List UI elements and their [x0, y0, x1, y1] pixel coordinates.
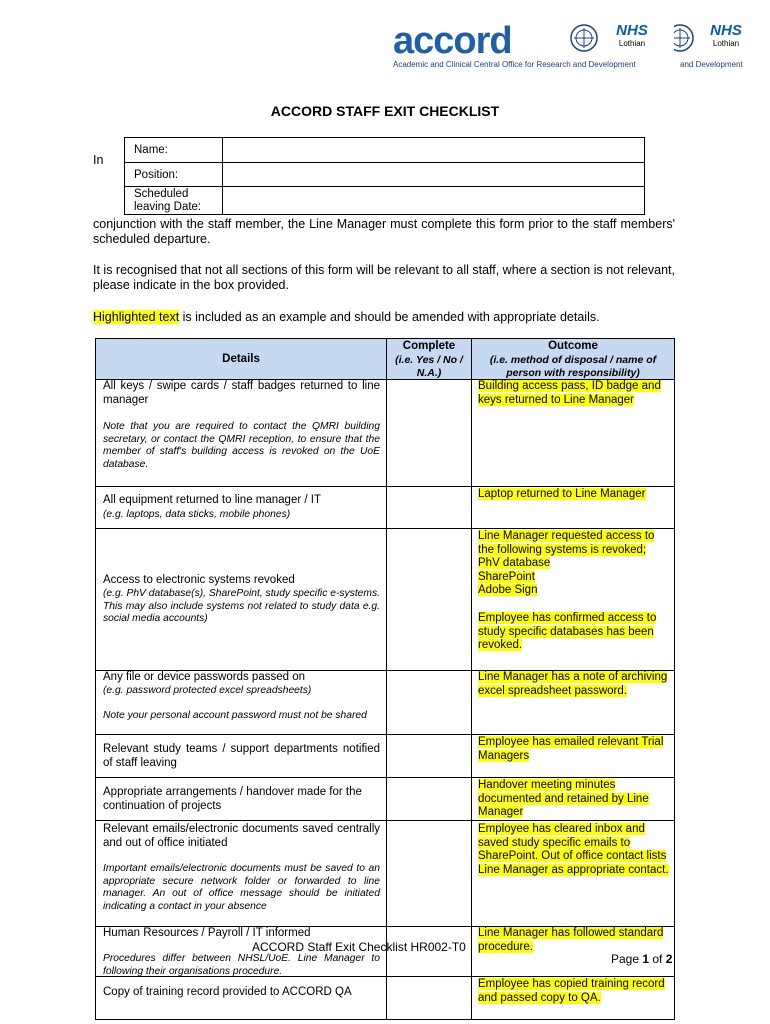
accord-logo-text: accord	[393, 20, 512, 62]
row-emails-note: Important emails/electronic documents must be saved to an appropriate secure network folder or forwarded to line manager. An out of office message should be initiated indicating a contact in your absence	[103, 863, 380, 912]
row-divider	[95, 777, 675, 778]
university-crest-icon-2	[674, 22, 694, 54]
header-complete-sub: (i.e. Yes / No / N.A.)	[395, 353, 463, 380]
row-access-note: (e.g. PhV database(s), SharePoint, study specific e-systems. This may also include systems not related to study data e.g. social media accounts)	[103, 588, 380, 625]
row-emails-outcome-text: Employee has cleared inbox and saved study specific emails to SharePoint. Out of office contact lists Line Manager as appropriate contact.	[478, 823, 669, 876]
intro-paragraph-1: conjunction with the staff member, the Line Manager must complete this form prior to the staff members' scheduled departure.	[93, 217, 675, 246]
header-outcome	[474, 340, 672, 381]
row-access-outcome	[478, 530, 670, 653]
info-table	[124, 137, 645, 215]
header-outcome-label: Outcome	[548, 340, 598, 352]
intro-paragraph-2: It is recognised that not all sections of this form will be relevant to all staff, where a section is not relevant, please indicate in the box provided.	[93, 263, 676, 292]
row-passwords-note: (e.g. password protected excel spreadsheets)	[103, 685, 312, 696]
position-label: Position:	[125, 163, 223, 187]
accord-logo-subtitle: Academic and Clinical Central Office for Research and Development	[393, 60, 636, 69]
name-field[interactable]	[223, 138, 645, 163]
highlighted-text-sample: Highlighted text	[93, 310, 180, 324]
university-crest-icon	[570, 22, 598, 54]
row-hr-outcome	[478, 927, 670, 954]
row-training-outcome-text: Employee has copied training record and passed copy to QA.	[478, 978, 665, 1004]
row-handover-outcome	[478, 779, 670, 820]
row-access-outcome-text: Line Manager requested access to the following systems is revoked;	[478, 530, 655, 556]
row-divider	[95, 486, 675, 487]
row-hr-note: Procedures differ between NHSL/UoE. Line Manager to following their organisations procedure.	[103, 953, 380, 977]
row-keys-detail: All keys / swipe cards / staff badges returned to line manager	[103, 380, 380, 406]
row-hr-detail: Human Resources / Payroll / IT informed	[103, 927, 311, 939]
table-col-divider-1	[386, 338, 387, 1020]
row-passwords-note-2: Note your personal account password must not be shared	[103, 710, 367, 721]
table-border-top	[95, 338, 675, 339]
row-hr-outcome-text: Line Manager has followed standard procedure.	[478, 927, 664, 953]
row-handover-outcome-text: Handover meeting minutes documented and retained by Line Manager	[478, 779, 649, 819]
nhs-lothian-logo-2	[701, 22, 751, 58]
intro-paragraph-3	[93, 310, 683, 325]
cut-subtitle: and Development	[680, 60, 743, 69]
row-access-detail: Access to electronic systems revoked	[103, 574, 295, 586]
nhs-region-2: Lothian	[712, 39, 740, 48]
leaving-date-field[interactable]	[223, 187, 645, 215]
row-emails-detail: Relevant emails/electronic documents saved centrally and out of office initiated	[103, 823, 380, 849]
row-equipment-note: (e.g. laptops, data sticks, mobile phones)	[103, 509, 291, 520]
row-training-outcome	[478, 978, 670, 1005]
row-passwords-outcome-text: Line Manager has a note of archiving excel spreadsheet password.	[478, 671, 668, 697]
row-training-detail: Copy of training record provided to ACCORD QA	[103, 986, 352, 998]
intro-paragraph-3-rest: is included as an example and should be amended with appropriate details.	[179, 310, 600, 324]
position-field[interactable]	[223, 163, 645, 187]
row-divider	[95, 528, 675, 529]
row-equipment-detail: All equipment returned to line manager / IT	[103, 494, 321, 506]
table-border-left	[95, 338, 96, 1020]
leaving-date-label: Scheduled leaving Date:	[125, 187, 223, 215]
footer-page-of: of	[649, 952, 666, 966]
header-outcome-sub: (i.e. method of disposal / name of person with responsibility)	[489, 353, 657, 380]
row-teams-outcome-text: Employee has emailed relevant Trial Managers	[478, 736, 664, 762]
table-col-divider-2	[471, 338, 472, 1020]
row-divider	[95, 734, 675, 735]
row-access-outcome-list-item: PhV database	[478, 557, 551, 570]
table-border-right	[674, 338, 675, 1020]
row-passwords-outcome	[478, 671, 670, 698]
row-access-outcome-list-item: Adobe Sign	[478, 584, 538, 597]
row-divider	[95, 820, 675, 821]
name-label: Name:	[125, 138, 223, 163]
row-keys-note: Note that you are required to contact the QMRI building secretary, or contact the QMRI reception, to ensure that the member of staff's building access is revoked on the UoE database.	[103, 421, 380, 470]
nhs-region: Lothian	[618, 39, 646, 48]
row-emails-outcome	[478, 823, 670, 877]
nhs-label: NHS	[616, 22, 648, 39]
row-equipment-outcome-text: Laptop returned to Line Manager	[478, 488, 646, 500]
page-title: ACCORD STAFF EXIT CHECKLIST	[270, 103, 500, 119]
footer-doc-ref: ACCORD Staff Exit Checklist HR002-T0	[252, 940, 466, 954]
nhs-lothian-logo	[607, 22, 657, 58]
row-keys-outcome-text: Building access pass, ID badge and keys returned to Line Manager	[478, 380, 661, 406]
row-access-outcome-list-item: SharePoint	[478, 570, 535, 583]
row-handover-detail: Appropriate arrangements / handover made for the continuation of projects	[103, 786, 362, 812]
footer-page-current: 1	[642, 952, 650, 966]
header-complete	[387, 340, 471, 381]
footer-page-number	[611, 952, 672, 966]
header-details: Details	[222, 353, 260, 365]
row-teams-outcome	[478, 736, 670, 763]
footer-page-total: 2	[665, 952, 673, 966]
row-access-outcome-text-2: Employee has confirmed access to study specific databases has been revoked.	[478, 611, 657, 652]
table-border-bottom	[95, 1019, 675, 1020]
nhs-label-2: NHS	[710, 22, 742, 39]
footer-page-prefix: Page	[611, 952, 643, 966]
row-equipment-outcome	[478, 488, 670, 502]
row-passwords-detail: Any file or device passwords passed on	[103, 671, 305, 683]
row-keys-outcome	[478, 380, 670, 407]
header-complete-label: Complete	[402, 340, 456, 352]
intro-prefix: In	[93, 153, 104, 167]
row-teams-detail: Relevant study teams / support departments notified of staff leaving	[103, 743, 380, 769]
